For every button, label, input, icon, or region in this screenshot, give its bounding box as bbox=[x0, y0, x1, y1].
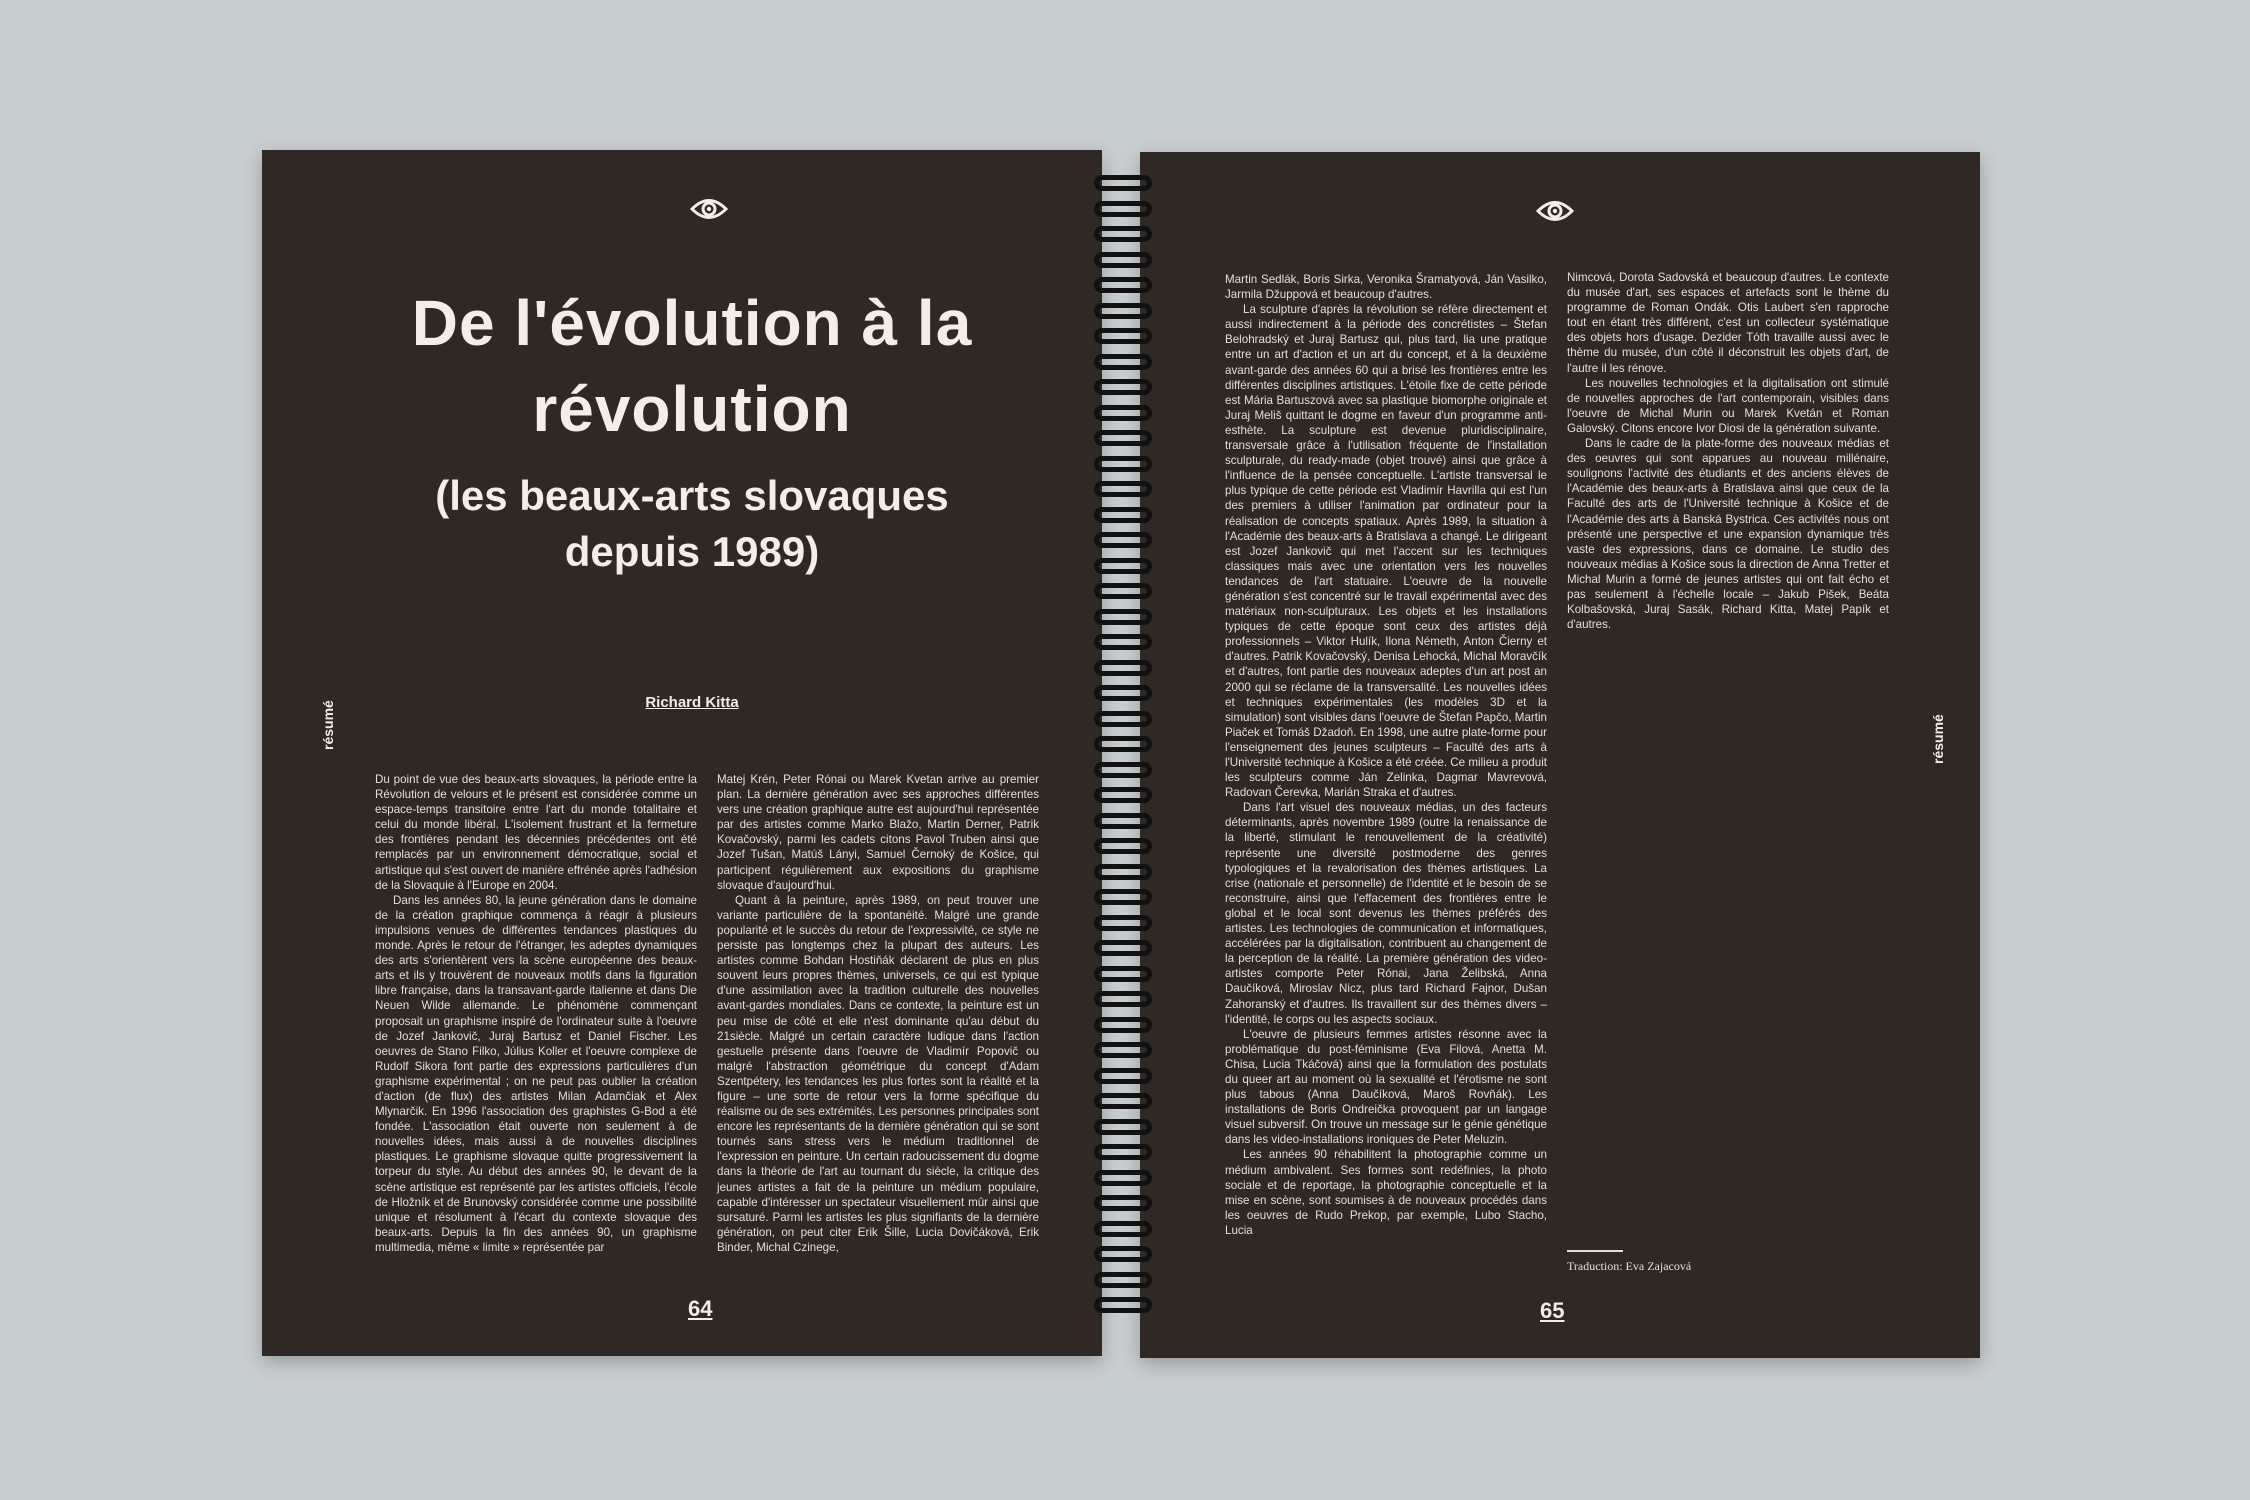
spiral-coil bbox=[1094, 226, 1152, 242]
spiral-coil bbox=[1094, 507, 1152, 523]
spiral-coil bbox=[1094, 1119, 1152, 1135]
spiral-coil bbox=[1094, 532, 1152, 548]
spiral-coil bbox=[1094, 328, 1152, 344]
spiral-coil bbox=[1094, 1093, 1152, 1109]
spiral-coil bbox=[1094, 787, 1152, 803]
spiral-coil bbox=[1094, 175, 1152, 191]
spiral-coil bbox=[1094, 1068, 1152, 1084]
spiral-coil bbox=[1094, 456, 1152, 472]
paragraph: Matej Krén, Peter Rónai ou Marek Kvetan arrive au premier plan. La dernière génération avec ses approches différentes vers une création graphique autre est aujourd'hui représentée par des artistes comme Marko Blažo, Martin Derner, Patrik Kovačovský, parmi les cadets citons Pavol Truben ainsi que Jozef Tušan, Matúš Lányi, Samuel Černoký de Košice, qui participent régulièrement aux expositions du graphisme slovaque d'aujourd'hui. bbox=[717, 773, 1039, 892]
paragraph: Dans le cadre de la plate-forme des nouveaux médias et des oeuvres qui sont apparues au nouveau millénaire, soulignons l'activité des étudiants et des anciens élèves de l'Académie des beaux-arts à Bratislava ainsi que ceux de la Faculté des arts de l'Université technique à Košice et de l'Académie des arts à Banská Bystrica. Ces activités nous ont présenté une perspective et une expansion dynamique très vaste des expressions, dans ce domaine. Le studio des nouveaux médias à Košice sous la direction de Anna Tretter et Michal Murin a formé de jeunes artistes qui ont fait écho et pas seulement à l'échelle locale – Jakub Pišek, Beáta Kolbašovská, Juraj Sasák, Richard Kitta, Matej Papík et d'autres. bbox=[1567, 437, 1889, 632]
text-column-1 bbox=[375, 772, 697, 1282]
spiral-coil bbox=[1094, 991, 1152, 1007]
spiral-coil bbox=[1094, 889, 1152, 905]
text-column-2 bbox=[1567, 270, 1889, 632]
left-page bbox=[262, 150, 1102, 1356]
spiral-binding bbox=[1088, 175, 1158, 1335]
spiral-coil bbox=[1094, 813, 1152, 829]
spiral-coil bbox=[1094, 864, 1152, 880]
page-subtitle: (les beaux-arts slovaques depuis 1989) bbox=[435, 472, 949, 575]
spiral-coil bbox=[1094, 940, 1152, 956]
side-label: résumé bbox=[1930, 714, 1946, 764]
spiral-coil bbox=[1094, 1246, 1152, 1262]
spiral-coil bbox=[1094, 277, 1152, 293]
paragraph: Du point de vue des beaux-arts slovaques, la période entre la Révolution de velours et le présent est considérée comme un espace-temps transitoire entre l'art du monde totalitaire et celui du monde libéral. L'isolement frustrant et la fermeture des frontières pendant les décennies précédentes ont été remplacés par un environnement démocratique, social et artistique qui s'est ouvert de manière effrénée après l'adhésion de la Slovaquie à l'Europe en 2004. bbox=[375, 773, 697, 892]
spiral-coil bbox=[1094, 379, 1152, 395]
spiral-coil bbox=[1094, 685, 1152, 701]
paragraph: Quant à la peinture, après 1989, on peut trouver une variante particulière de la spontanéité. Malgré une grande popularité et le succès du retour de l'expressivité, ce style ne persiste pas longtemps chez la plupart des auteurs. Les artistes comme Bohdan Hostiňák déclarent de plus en plus souvent leurs propres thèmes, universels, ce qui est typique d'une assimilation avec la tradition culturelle des nouvelles avant-gardes mondiales. Dans ce contexte, la peinture est un peu mise de côté et elle n'est dominante qu'au début du 21siècle. Malgré un certain caractère ludique dans l'action gestuelle présente dans l'oeuvre de Vladimír Popovič ou malgré l'abstraction géométrique du concept d'Adam Szentpétery, les tendances les plus fortes sont la réalité et la figure – une sorte de retour vers la forme spécifique du réalisme ou de ses extrémités. Les personnes principales sont encore les représentants de la dernière génération qui se sont tournés sans stress vers le médium traditionnel de l'expression en peinture. Un certain radoucissement du dogme dans la théorie de l'art au tournant du siècle, la critique des jeunes artistes a fait de la peinture un médium populaire, capable d'intéresser un spectateur visuellement mûr ainsi que sursaturé. Parmi les artistes les plus signifiants de la dernière génération, on peut citer Erik Šille, Lucia Dovičáková, Erik Binder, Michal Czinege, bbox=[717, 893, 1039, 1254]
spiral-coil bbox=[1094, 252, 1152, 268]
spiral-coil bbox=[1094, 1170, 1152, 1186]
spiral-coil bbox=[1094, 201, 1152, 217]
spiral-coil bbox=[1094, 634, 1152, 650]
right-page bbox=[1140, 152, 1980, 1358]
text-column-2 bbox=[717, 772, 1039, 1282]
spiral-coil bbox=[1094, 583, 1152, 599]
paragraph: Les nouvelles technologies et la digitalisation ont stimulé de nouvelles approches de l'art contemporain, visibles dans l'oeuvre de Michal Murin ou Marek Kvetán et Roman Galovský. Citons encore Ivor Diosi de la génération suivante. bbox=[1567, 376, 1889, 435]
spiral-coil bbox=[1094, 711, 1152, 727]
eye-icon bbox=[1536, 196, 1574, 226]
translator-rule bbox=[1567, 1250, 1623, 1252]
spiral-coil bbox=[1094, 481, 1152, 497]
text-column-1 bbox=[1225, 272, 1547, 1272]
spiral-coil bbox=[1094, 838, 1152, 854]
spiral-coil bbox=[1094, 966, 1152, 982]
spiral-coil bbox=[1094, 1195, 1152, 1211]
side-label: résumé bbox=[320, 700, 336, 750]
paragraph: Dans l'art visuel des nouveaux médias, un des facteurs déterminants, après novembre 1989 (outre la renaissance de la liberté, stimulant le renouvellement de la créativité) représente une diversité postmoderne des genres typologiques et la revalorisation des thèmes artistiques. La crise (nationale et personnelle) de l'identité et le besoin de se reconstruire, ainsi que l'effacement des frontières entre le global et le local sont devenus les thèmes préférés des artistes. Les technologies de communication et informatiques, accélérées par la digitalisation, contribuent au changement de la perception de la réalité. La première génération des video-artistes comporte Peter Rónai, Jana Želibská, Anna Daučíková, Miroslav Nicz, plus tard Richard Fajnor, Dušan Zahoranský et d'autres. Ils travaillent sur des thèmes divers – l'identité, le corps ou les aspects sociaux. bbox=[1225, 801, 1547, 1026]
paragraph: L'oeuvre de plusieurs femmes artistes résonne avec la problématique du post-féminisme (Eva Filová, Anetta M. Chisa, Lucia Tkáčová) ainsi que la formulation des postulats du queer art au moment où la sexualité et l'érotisme ne sont plus tabous (Anna Daučíková, Maroš Rovňák). Les installations de Boris Ondreička provoquent par un langage visuel subversif. On trouve un message sur le génie génétique dans les video-installations ironiques de Peter Meluzin. bbox=[1225, 1027, 1547, 1147]
spiral-coil bbox=[1094, 660, 1152, 676]
page-number: 65 bbox=[1540, 1298, 1565, 1323]
spiral-coil bbox=[1094, 762, 1152, 778]
page-number: 64 bbox=[688, 1296, 713, 1321]
spiral-coil bbox=[1094, 736, 1152, 752]
spiral-coil bbox=[1094, 1042, 1152, 1058]
author-name: Richard Kitta bbox=[645, 694, 739, 711]
paragraph: Dans les années 80, la jeune génération dans le domaine de la création graphique commença à réagir à plusieurs impulsions venues de différentes tendances plastiques du monde. Après le retour de l'étranger, les adeptes dynamiques des arts s'orientèrent vers la scène européenne des beaux-arts et ils y trouvèrent de nouveaux motifs dans la figuration libre française, dans la transavant-garde italienne et dans Die Neuen Wilde allemande. Le phénomène commençant proposait un graphisme inspiré de l'ordinateur suite à l'oeuvre de Jozef Jankovič, Juraj Bartusz et Daniel Fischer. Les oeuvres de Stano Filko, Július Koller et l'oeuvre complexe de Rudolf Sikora font partie des expressions particulières d'un graphisme expérimental ; on ne peut pas oublier la création d'action (de flux) des artistes Milan Adamčiak et Alex Mlynarčik. En 1996 l'association des graphistes G-Bod a été fondée. L'association était ouverte non seulement à de nouvelles idées, mais aussi à de nouvelles disciplines plastiques. Le graphisme slovaque quitte progressivement la torpeur du style. Au début des années 90, le devant de la scène artistique est représenté par les artistes officiels, l'école de Hložník et de Brunovský considérée comme une possibilité unique et résolument à l'écart du contexte slovaque des beaux-arts. Depuis la fin des années 90, un graphisme multimedia, même « limite » représentée par bbox=[375, 893, 697, 1254]
page-title: De l'évolution à la révolution bbox=[411, 287, 973, 445]
spiral-coil bbox=[1094, 1144, 1152, 1160]
paragraph: Nimcová, Dorota Sadovská et beaucoup d'autres. Le contexte du musée d'art, ses espaces et artefacts sont le thème du programme de Roman Ondák. Otis Laubert s'en rapproche tout en étant très différent, c'est un collecteur systématique des objets hors d'usage. Dezider Tóth travaille aussi avec le thème du musée, d'un côté il déconstruit les objets d'art, de l'autre il les rénove. bbox=[1567, 271, 1889, 375]
paragraph: La sculpture d'après la révolution se réfère directement et aussi indirectement à la période des concrétistes – Štefan Belohradský et Juraj Bartusz qui, plus tard, lia une pratique entre un art d'action et un art du concept, et à la deuxième avant-garde des années 60 qui a brisé les frontières entre les différentes disciplines artistiques. L'étoile fixe de cette période est Mária Bartuszová avec sa plastique biomorphe originale et Juraj Meliš quittant le dogme en faveur d'un programme anti-esthète. La sculpture est devenue pluridisciplinaire, transversale grâce à l'utilisation fréquente de l'installation sculpturale, du ready-made (objet trouvé) ainsi que grâce à l'influence de la pensée conceptuelle. L'artiste transversal le plus typique de cette période est Vladimír Havrilla qui est l'un des premiers à utiliser l'animation par ordinateur pour la réalisation de concepts spatiaux. Après 1989, la situation à l'Académie des beaux-arts à Bratislava a changé. Le dirigeant est Jozef Jankovič qui met l'accent sur les techniques classiques mais avec une orientation vers les nouvelles tendances de l'art statuaire. L'oeuvre de la nouvelle génération s'est concentré sur le travail expérimental avec des matériaux non-sculpturaux. Les objets et les installations typiques de cette époque sont ceux des artistes déjà professionnels – Viktor Hulík, Ilona Németh, Anton Čierny et d'autres. Patrik Kovačovský, Denisa Lehocká, Michal Moravčík et d'autres, font partie des nouveaux adeptes d'un art post an 2000 qui se réclame de la transversalité. Les nouvelles idées et techniques expérimentales (les modèles 3D et la simulation) sont visibles dans l'oeuvre de Štefan Papčo, Martin Piaček et Tomáš Džadoň. En 1998, une autre plate-forme pour l'enseignement des jeunes sculpteurs – Faculté des arts à l'Université technique à Košice a été créée. Ce milieu a produit les sculpteurs comme Ján Zelinka, Dagmar Mavrevová, Radovan Čerevka, Marián Straka et d'autres. bbox=[1225, 303, 1547, 800]
spiral-coil bbox=[1094, 915, 1152, 931]
spiral-coil bbox=[1094, 1297, 1152, 1313]
paragraph: Martin Sedlák, Boris Sirka, Veronika Šramatyová, Ján Vasilko, Jarmila Džuppová et beaucoup d'autres. bbox=[1225, 273, 1547, 302]
paragraph: Les années 90 réhabilitent la photographie comme un médium ambivalent. Ses formes sont redéfinies, la photo sociale et de reportage, la photographie conceptuelle et la mise en scène, sont soumises à de nouveaux procédés dans les oeuvres de Rudo Prekop, par exemple, Lubo Stacho, Lucia bbox=[1225, 1148, 1547, 1237]
spiral-coil bbox=[1094, 405, 1152, 421]
spiral-coil bbox=[1094, 558, 1152, 574]
translator-credit: Traduction: Eva Zajacová bbox=[1567, 1259, 1692, 1273]
eye-icon bbox=[690, 194, 728, 224]
spiral-coil bbox=[1094, 354, 1152, 370]
spiral-coil bbox=[1094, 1221, 1152, 1237]
spiral-coil bbox=[1094, 1272, 1152, 1288]
spiral-coil bbox=[1094, 1017, 1152, 1033]
spiral-coil bbox=[1094, 303, 1152, 319]
spiral-coil bbox=[1094, 430, 1152, 446]
spiral-coil bbox=[1094, 609, 1152, 625]
